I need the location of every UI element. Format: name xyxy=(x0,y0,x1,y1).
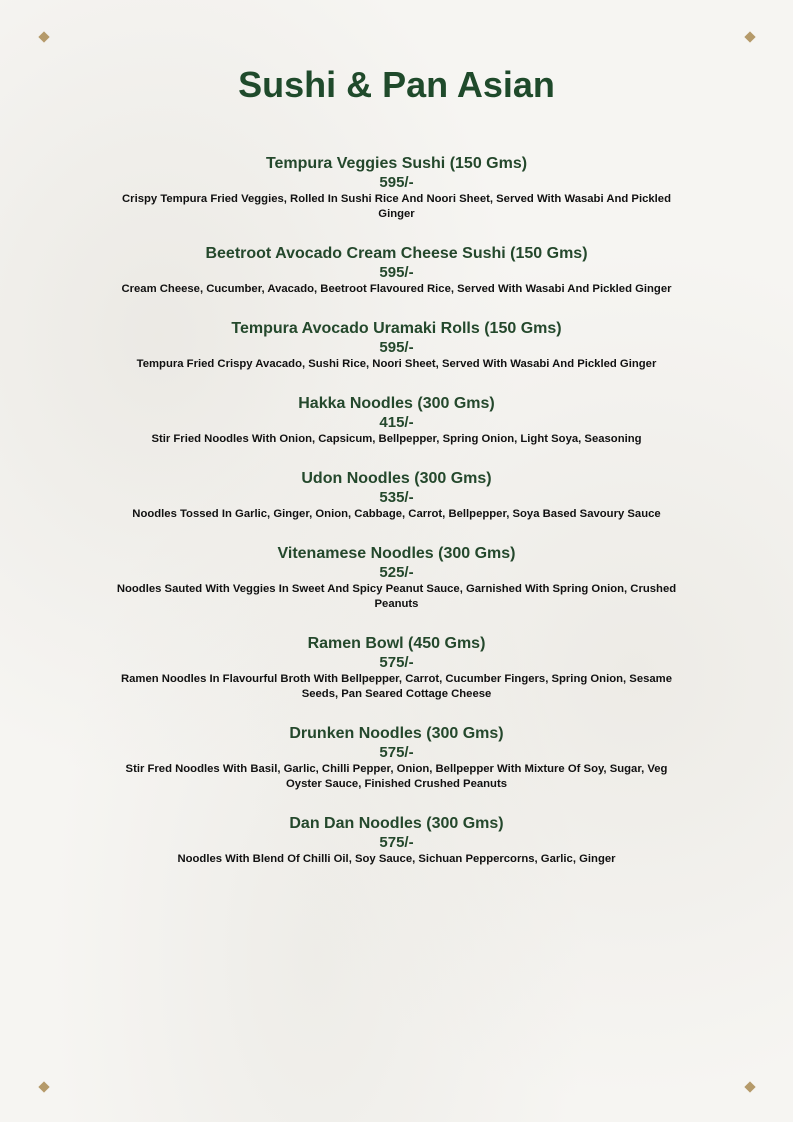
item-name: Hakka Noodles (300 Gms) xyxy=(298,395,495,412)
item-description: Crispy Tempura Fried Veggies, Rolled In Sushi Rice And Noori Sheet, Served With Wasabi And Pickled Ginger xyxy=(122,193,671,220)
item-price: 535/- xyxy=(379,489,414,506)
corner-ornament-icon xyxy=(38,31,49,42)
menu-item xyxy=(116,319,677,372)
menu-item xyxy=(116,724,677,792)
menu-item xyxy=(116,244,677,297)
item-name: Beetroot Avocado Cream Cheese Sushi (150 Gms) xyxy=(205,245,588,262)
item-description: Cream Cheese, Cucumber, Avacado, Beetroot Flavoured Rice, Served With Wasabi And Pickled Ginger xyxy=(121,283,672,295)
item-description: Noodles With Blend Of Chilli Oil, Soy Sauce, Sichuan Peppercorns, Garlic, Ginger xyxy=(177,853,616,865)
item-name: Ramen Bowl (450 Gms) xyxy=(307,635,486,652)
menu-item xyxy=(116,814,677,867)
menu-list xyxy=(116,154,677,889)
item-price: 575/- xyxy=(379,744,414,761)
menu-item xyxy=(116,154,677,222)
item-price: 575/- xyxy=(379,834,414,851)
item-name: Drunken Noodles (300 Gms) xyxy=(289,725,504,742)
item-name: Tempura Veggies Sushi (150 Gms) xyxy=(265,155,528,172)
menu-item xyxy=(116,469,677,522)
item-price: 525/- xyxy=(379,564,414,581)
item-description: Ramen Noodles In Flavourful Broth With Bellpepper, Carrot, Cucumber Fingers, Spring Onion, Sesame Seeds, Pan Seared Cottage Cheese xyxy=(120,673,672,700)
menu-item xyxy=(116,544,677,612)
item-description: Stir Fried Noodles With Onion, Capsicum, Bellpepper, Spring Onion, Light Soya, Seasoning xyxy=(151,433,642,445)
item-price: 595/- xyxy=(379,339,414,356)
item-price: 575/- xyxy=(379,654,414,671)
item-description: Noodles Tossed In Garlic, Ginger, Onion, Cabbage, Carrot, Bellpepper, Soya Based Savoury Sauce xyxy=(132,508,661,520)
item-price: 595/- xyxy=(379,174,414,191)
corner-ornament-icon xyxy=(744,1081,755,1092)
menu-item xyxy=(116,634,677,702)
page-title: Sushi & Pan Asian xyxy=(238,64,555,105)
item-price: 595/- xyxy=(379,264,414,281)
item-description: Tempura Fried Crispy Avacado, Sushi Rice, Noori Sheet, Served With Wasabi And Pickled Ginger xyxy=(136,358,657,370)
item-name: Vitenamese Noodles (300 Gms) xyxy=(277,545,516,562)
corner-ornament-icon xyxy=(38,1081,49,1092)
item-name: Tempura Avocado Uramaki Rolls (150 Gms) xyxy=(231,320,562,337)
corner-ornament-icon xyxy=(744,31,755,42)
item-name: Udon Noodles (300 Gms) xyxy=(301,470,492,487)
item-price: 415/- xyxy=(379,414,414,431)
menu-item xyxy=(116,394,677,447)
item-description: Noodles Sauted With Veggies In Sweet And Spicy Peanut Sauce, Garnished With Spring Onion, Crushed Peanuts xyxy=(116,583,677,610)
item-description: Stir Fred Noodles With Basil, Garlic, Chilli Pepper, Onion, Bellpepper With Mixture Of Soy, Sugar, Veg Oyster Sauce, Finished Crushed Peanuts xyxy=(125,763,668,790)
item-name: Dan Dan Noodles (300 Gms) xyxy=(289,815,504,832)
